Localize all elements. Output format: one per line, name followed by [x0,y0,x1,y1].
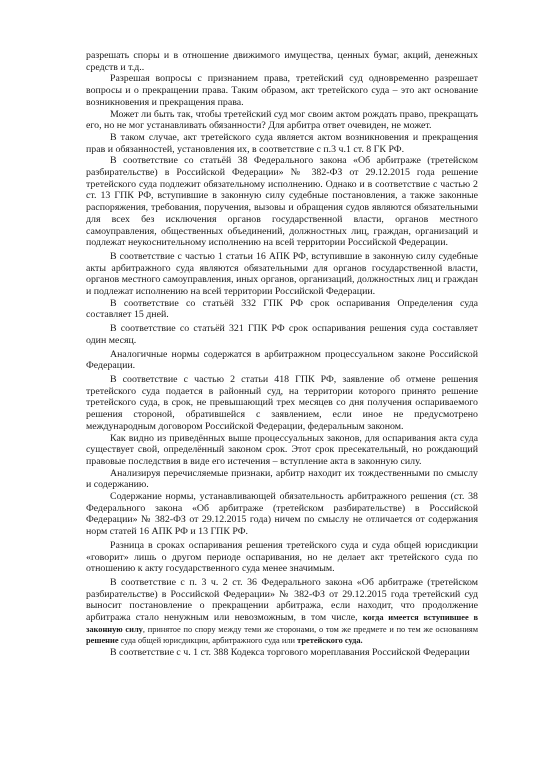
paragraph-2: Разрешая вопросы с признанием права, третейский суд одновременно разрешает вопросы и о прекращении права. Таким образом, акт третейского суда – это акт основание возникновения и прекращения права. [86,73,478,108]
paragraph-3: Может ли быть так, чтобы третейский суд мог своим актом рождать право, прекращать его, но не мог устанавливать обязанности? Для арбитра ответ очевиден, не может. [86,108,478,132]
document-page [86,50,478,659]
paragraph-4: В таком случае, акт третейского суда является актом возникновения и прекращения прав и обязанностей, установления их, в соответствие с п.3 ч.1 ст. 8 ГК РФ. [86,131,478,155]
termination-bold-3: третейского суда. [297,636,363,646]
paragraph-7: В соответствие со статьёй 332 ГПК РФ срок оспаривания Определения суда составляет 15 дней. [86,297,478,321]
paragraph-termination [86,577,478,647]
paragraph-9: Аналогичные нормы содержатся в арбитражном процессуальном законе Российской Федерации. [86,348,478,372]
paragraph-10: В соответствие с частью 2 статьи 418 ГПК РФ, заявление об отмене решения третейского суда подается в районный суд, на территории которого принято решение третейского суда, в срок, не превышающий трех месяцев со дня получения оспариваемого решения стороной, обратившейся с заявлением, если иное не предусмотрено международным договором Российской Федерации, федеральным законом. [86,373,478,432]
termination-bold-1: когда имеется вступившее в законную силу [86,613,478,634]
termination-bold-2: решение [86,636,119,646]
termination-text-2: , принятое по спору между теми же сторонами, о том же предмете и по тем же основаниям [142,624,479,634]
paragraph-13: Содержание нормы, устанавливающей обязательность арбитражного решения (ст. 38 Федерального закона «Об арбитраже (третейском разбирательстве) в Российской Федерации» № 382-ФЗ от 29.12.2015 года) ничем по смыслу не отличается от содержания норм статей 16 АПК РФ и 13 ГПК РФ. [86,491,478,538]
paragraph-11: Как видно из приведённых выше процессуальных законов, для оспаривания акта суда существует свой, определённый законом срок. Этот срок пресекательный, но рождающий правовые последствия в виде его истечения – вступление акта в законную силу. [86,432,478,467]
termination-text-1: В соответствие с п. 3 ч. 2 ст. 36 Федерального закона «Об арбитраже (третейском разбирательстве) в Российской Федерации» № 382-ФЗ от 29.12.2015 года третейский суд выносит постановление о прекращении арбитража, если находит, что продолжение арбитража стало ненужным или невозможным, в том числе, [86,576,478,624]
paragraph-1: разрешать споры и в отношение движимого имущества, ценных бумаг, акций, денежных средств и т.д.. [86,50,478,73]
paragraph-12: Анализируя перечисляемые признаки, арбитр находит их тождественными по смыслу и содержанию. [86,467,478,491]
paragraph-last: В соответствие с ч. 1 ст. 388 Кодекса торгового мореплавания Российской Федерации [110,647,470,659]
termination-text-3: суда общей юрисдикции, арбитражного суда или [118,636,298,646]
document-body [86,50,478,575]
paragraph-6: В соответствие с частью 1 статьи 16 АПК РФ, вступившие в законную силу судебные акты арбитражного суда являются обязательными для органов государственной власти, органов местного самоуправления, иных органов, организаций, должностных лиц и граждан и подлежат исполнению на всей территории Российской Федерации. [86,250,478,298]
paragraph-5: В соответствие со статьёй 38 Федерального закона «Об арбитраже (третейском разбирательстве) в Российской Федерации» № 382-ФЗ от 29.12.2015 года решение третейского суда подлежит обязательному исполнению. Однако и в соответствие с частью 2 ст. 13 ГПК РФ, вступившие в законную силу судебные постановления, а также законные распоряжения, требования, поручения, вызовы и обращения судов являются обязательными для всех без исключения органов государственной власти, органов местного самоуправления, общественных объединений, должностных лиц, граждан, организаций и подлежат неукоснительному исполнению на всей территории Российской Федерации. [86,155,478,249]
paragraph-14: Разница в сроках оспаривания решения третейского суда и суда общей юрисдикции «говорит» лишь о другом периоде оспаривания, но не делает акт третейского суда по отношению к акту государственного суда менее значимым. [86,539,478,575]
paragraph-8: В соответствие со статьёй 321 ГПК РФ срок оспаривания решения суда составляет один месяц. [86,323,478,346]
